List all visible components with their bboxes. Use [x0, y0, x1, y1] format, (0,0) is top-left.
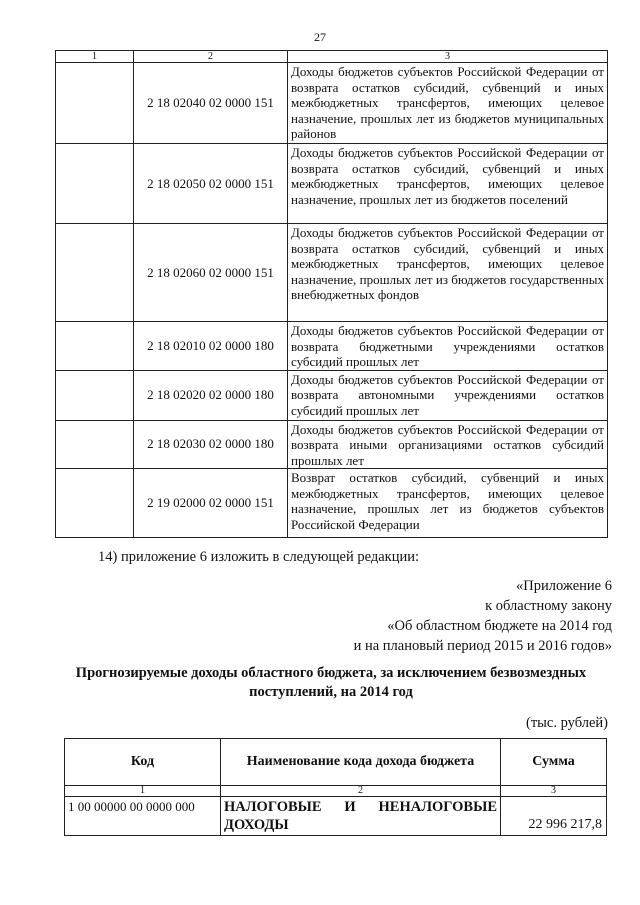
empty-cell	[56, 322, 134, 371]
units-label: (тыс. рублей)	[526, 715, 608, 731]
table-row	[56, 63, 608, 144]
appendix-header	[354, 576, 612, 656]
column-header-name: Наименование кода дохода бюджета	[221, 739, 501, 786]
empty-cell	[56, 469, 134, 538]
income-description: Доходы бюджетов субъектов Российской Федерации от возврата остатков субсидий, субвенций и иных межбюджетных трансфертов, имеющих целевое назначение, прошлых лет из бюджетов муниципальных районов	[288, 63, 608, 144]
empty-cell	[56, 370, 134, 420]
income-description: Доходы бюджетов субъектов Российской Федерации от возврата иными организациями остатков субсидий прошлых лет	[288, 420, 608, 469]
income-code: 2 18 02020 02 0000 180	[134, 370, 288, 420]
appendix-line: к областному закону	[485, 598, 612, 614]
document-title: Прогнозируемые доходы областного бюджета, за исключением безвозмездных поступлений, на 2014 год	[75, 665, 587, 700]
page-number: 27	[314, 30, 326, 44]
table-row	[56, 322, 608, 371]
revenue-name: НАЛОГОВЫЕ И НЕНАЛОГОВЫЕ ДОХОДЫ	[221, 797, 501, 836]
revenue-code: 1 00 00000 00 0000 000	[65, 797, 221, 836]
table-column-numbers	[56, 51, 608, 63]
revenue-sum: 22 996 217,8	[501, 797, 607, 836]
table-row	[65, 797, 607, 836]
table-row	[56, 144, 608, 224]
column-number: 1	[65, 786, 221, 797]
empty-cell	[56, 224, 134, 322]
income-code: 2 18 02010 02 0000 180	[134, 322, 288, 371]
column-number: 2	[134, 51, 288, 63]
table-column-numbers	[65, 786, 607, 797]
table-header-row	[65, 739, 607, 786]
income-codes-table	[55, 50, 608, 538]
column-header-code: Код	[65, 739, 221, 786]
appendix-line: «Приложение 6	[516, 578, 612, 594]
income-code: 2 18 02060 02 0000 151	[134, 224, 288, 322]
column-number: 3	[501, 786, 607, 797]
income-description: Возврат остатков субсидий, субвенций и иных межбюджетных трансфертов, имеющих целевое назначение, прошлых лет из бюджетов субъектов Российской Федерации	[288, 469, 608, 538]
empty-cell	[56, 420, 134, 469]
table-row	[56, 469, 608, 538]
income-description: Доходы бюджетов субъектов Российской Федерации от возврата бюджетными учреждениями остатков субсидий прошлых лет	[288, 322, 608, 371]
column-header-sum: Сумма	[501, 739, 607, 786]
revenue-table	[64, 738, 607, 836]
income-code: 2 18 02050 02 0000 151	[134, 144, 288, 224]
appendix-line: и на плановый период 2015 и 2016 годов»	[353, 638, 612, 654]
column-number: 1	[56, 51, 134, 63]
table-row	[56, 370, 608, 420]
appendix-line: «Об областном бюджете на 2014 год	[387, 618, 612, 634]
column-number: 2	[221, 786, 501, 797]
income-description: Доходы бюджетов субъектов Российской Федерации от возврата остатков субсидий, субвенций и иных межбюджетных трансфертов, имеющих целевое назначение, прошлых лет из бюджетов государственных внебюджетных фондов	[288, 224, 608, 322]
column-number: 3	[288, 51, 608, 63]
income-code: 2 19 02000 02 0000 151	[134, 469, 288, 538]
table-row	[56, 224, 608, 322]
income-description: Доходы бюджетов субъектов Российской Федерации от возврата остатков субсидий, субвенций и иных межбюджетных трансфертов, имеющих целевое назначение, прошлых лет из бюджетов поселений	[288, 144, 608, 224]
amendment-paragraph: 14) приложение 6 изложить в следующей редакции:	[98, 549, 420, 565]
empty-cell	[56, 63, 134, 144]
income-code: 2 18 02040 02 0000 151	[134, 63, 288, 144]
income-code: 2 18 02030 02 0000 180	[134, 420, 288, 469]
table-row	[56, 420, 608, 469]
empty-cell	[56, 144, 134, 224]
income-description: Доходы бюджетов субъектов Российской Федерации от возврата автономными учреждениями остатков субсидий прошлых лет	[288, 370, 608, 420]
